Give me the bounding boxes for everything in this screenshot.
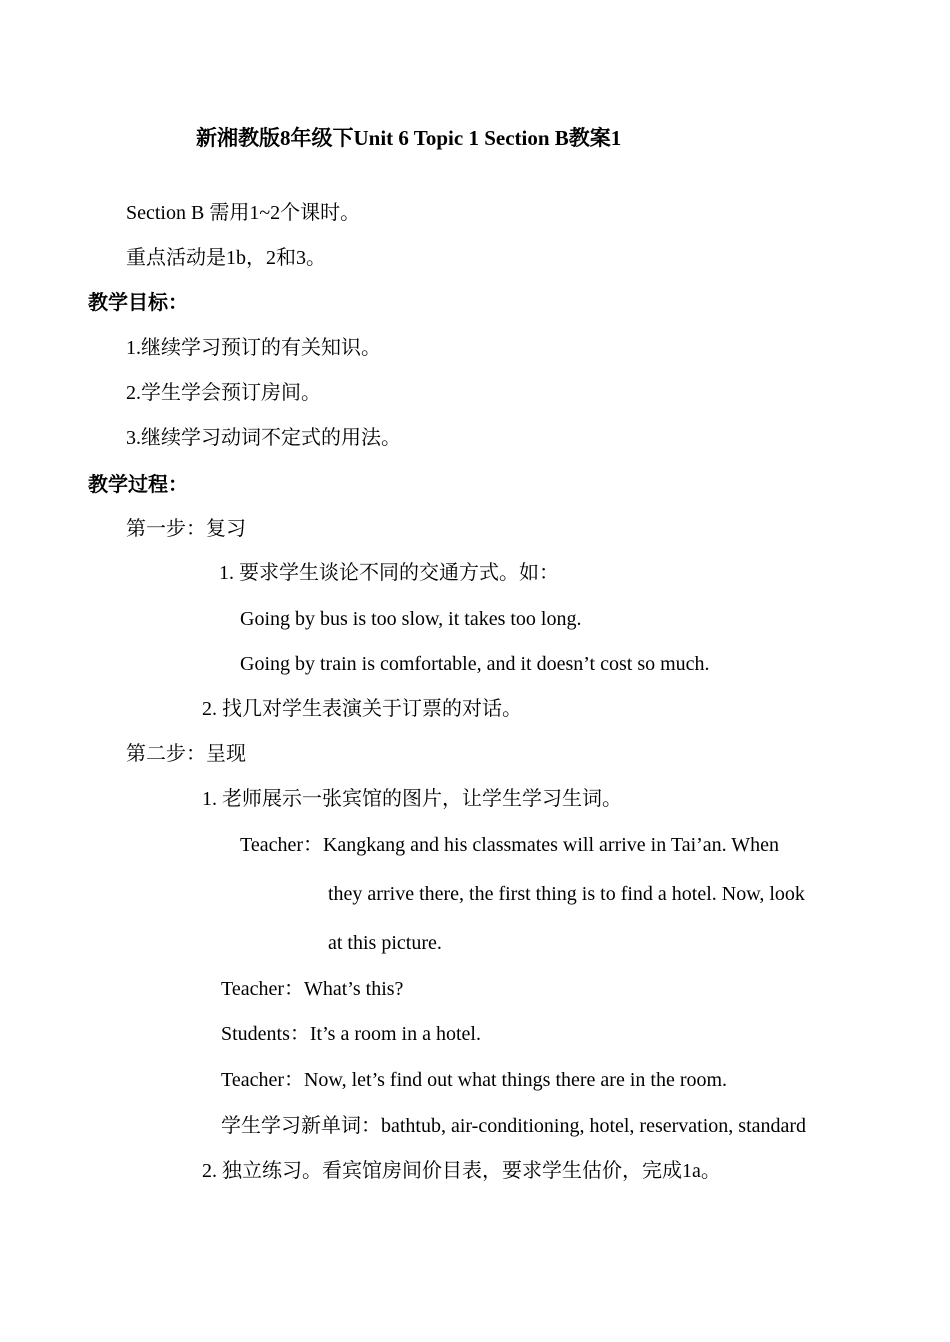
new-words-line: 学生学习新单词：bathtub, air-conditioning, hotel, reservation, standard xyxy=(221,1115,807,1137)
step1-example-2: Going by train is comfortable, and it doesn’t cost so much. xyxy=(240,653,710,675)
intro-line-2: 重点活动是1b，2和3。 xyxy=(126,247,326,269)
objectives-heading: 教学目标： xyxy=(88,292,188,314)
dialog-line-3: Teacher：Now, let’s find out what things there are in the room. xyxy=(221,1069,728,1091)
process-heading: 教学过程： xyxy=(88,474,188,496)
teacher-line-2: they arrive there, the first thing is to find a hotel. Now, look xyxy=(328,883,805,905)
step1-item-2: 2. 找几对学生表演关于订票的对话。 xyxy=(202,698,522,720)
objective-item-2: 2.学生学会预订房间。 xyxy=(126,382,321,404)
step2-heading: 第二步：呈现 xyxy=(126,743,246,765)
objective-item-1: 1.继续学习预订的有关知识。 xyxy=(126,337,381,359)
step2-item-1: 1. 老师展示一张宾馆的图片，让学生学习生词。 xyxy=(202,788,622,810)
dialog-line-2: Students：It’s a room in a hotel. xyxy=(221,1023,481,1045)
dialog-line-1: Teacher：What’s this? xyxy=(221,978,404,1000)
teacher-line-3: at this picture. xyxy=(328,932,442,954)
objective-item-3: 3.继续学习动词不定式的用法。 xyxy=(126,427,401,449)
teacher-line-1: Teacher：Kangkang and his classmates will arrive in Tai’an. When xyxy=(240,834,780,856)
page-title: 新湘教版8年级下Unit 6 Topic 1 Section B教案1 xyxy=(196,126,622,150)
intro-line-1: Section B 需用1~2个课时。 xyxy=(126,202,361,224)
step2-item-2: 2. 独立练习。看宾馆房间价目表，要求学生估价，完成1a。 xyxy=(202,1160,721,1182)
step1-heading: 第一步：复习 xyxy=(126,518,246,540)
step1-item-1: 1. 要求学生谈论不同的交通方式。如： xyxy=(219,562,559,584)
step1-example-1: Going by bus is too slow, it takes too long. xyxy=(240,608,582,630)
